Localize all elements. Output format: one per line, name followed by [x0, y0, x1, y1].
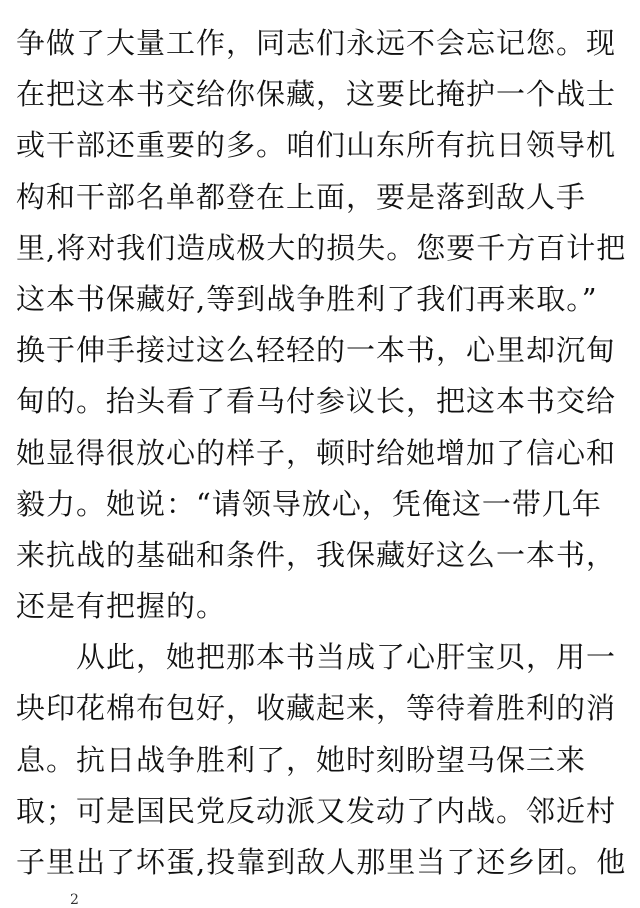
text-line: 构和干部名单都登在上面，要是落到敌人手 — [16, 179, 587, 214]
text-line: 或干部还重要的多。咱们山东所有抗日领导机 — [16, 128, 617, 163]
text-line: 她显得很放心的样子，顿时给她增加了信心和 — [16, 435, 617, 470]
text-line: 来抗战的基础和条件，我保藏好这么一本书， — [16, 537, 617, 572]
text-line: 在把这本书交给你保藏，这要比掩护一个战士 — [16, 77, 617, 112]
text-line: 息。抗日战争胜利了，她时刻盼望马保三来 — [16, 742, 587, 777]
text-line: 这本书保藏好,等到战争胜利了我们再来取。” — [16, 281, 598, 316]
text-line: 取；可是国民党反动派又发动了内战。邻近村 — [16, 793, 617, 828]
text-line: 里,将对我们造成极大的损失。您要千方百计把 — [16, 230, 626, 265]
text-line: 甸的。抬头看了看马付参议长，把这本书交给 — [16, 384, 617, 419]
body-text — [16, 18, 626, 888]
text-line: 块印花棉布包好，收藏起来，等待着胜利的消 — [16, 691, 617, 726]
text-line: 从此，她把那本书当成了心肝宝贝，用一 — [16, 640, 617, 675]
text-line: 子里出了坏蛋,投靠到敌人那里当了还乡团。他 — [16, 845, 626, 879]
page-number: 2 — [70, 892, 79, 908]
text-line: 毅力。她说：“请领导放心，凭俺这一带几年 — [16, 486, 602, 521]
text-line: 还是有把握的。 — [16, 589, 227, 624]
text-line: 争做了大量工作，同志们永远不会忘记您。现 — [16, 26, 617, 60]
text-line: 换于伸手接过这么轻轻的一本书，心里却沉甸 — [16, 333, 617, 368]
